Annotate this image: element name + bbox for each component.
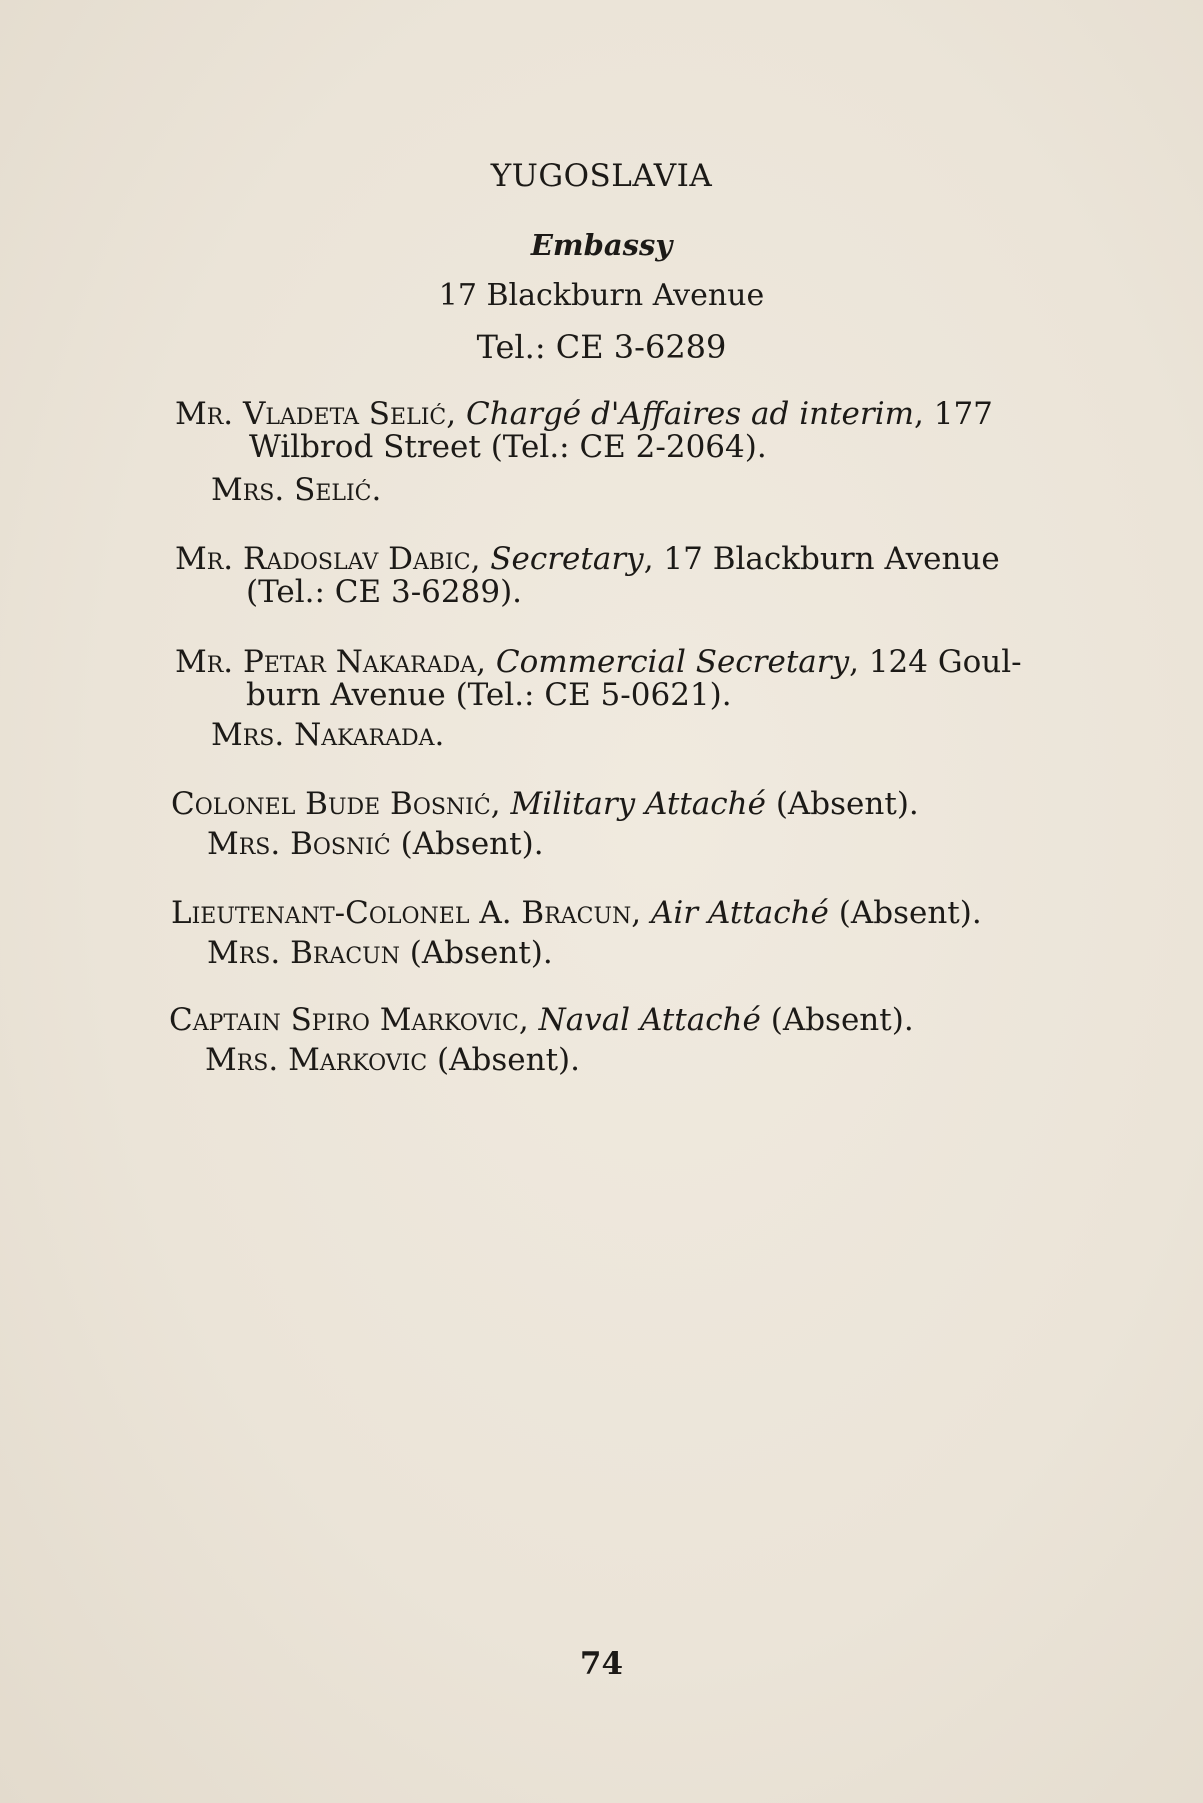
person-address: Wilbrod Street (Tel.: CE 2-2064).	[249, 429, 767, 465]
entry-military-attache: Colonel Bude Bosnić, Military Attaché (Absent).	[171, 786, 919, 822]
country-heading: YUGOSLAVIA	[490, 158, 713, 194]
mission-type: Embassy	[530, 228, 673, 262]
person-title: Secretary	[490, 541, 644, 577]
person-name: Mr. Radoslav Dabic	[175, 541, 471, 577]
entry-air-attache: Lieutenant-Colonel A. Bracun, Air Attaché (Absent).	[171, 895, 982, 931]
entry-charge-daffaires: Mr. Vladeta Selić, Chargé d'Affaires ad interim, 177 Wilbrod Street (Tel.: CE 2-2064).	[175, 398, 1080, 464]
person-title: Commercial Secretary	[495, 644, 850, 680]
entry-commercial-secretary: Mr. Petar Nakarada, Commercial Secretary, 124 Goul- burn Avenue (Tel.: CE 5-0621).	[175, 646, 1080, 712]
person-detail: (Absent).	[760, 1002, 914, 1038]
person-name: Mr. Vladeta Selić	[175, 396, 447, 432]
person-address: burn Avenue (Tel.: CE 5-0621).	[246, 677, 732, 713]
spouse-line	[207, 826, 544, 862]
spouse-status: (Absent).	[390, 826, 544, 862]
spouse-line	[207, 935, 553, 971]
spouse-name: Mrs. Bosnić	[207, 826, 391, 862]
spouse-line	[205, 1042, 580, 1078]
person-title: Chargé d'Affaires ad interim	[465, 396, 915, 432]
person-title: Military Attaché	[510, 786, 766, 822]
spouse-status: (Absent).	[427, 1042, 580, 1078]
person-address: (Tel.: CE 3-6289).	[246, 574, 523, 610]
page-number: 74	[579, 1646, 624, 1682]
person-detail: (Absent).	[828, 895, 982, 931]
spouse-name: Mrs. Bracun	[207, 935, 400, 971]
entry-secretary: Mr. Radoslav Dabic, Secretary, 17 Blackburn Avenue (Tel.: CE 3-6289).	[175, 543, 1085, 609]
person-detail: , 17 Blackburn Avenue	[643, 541, 1000, 577]
person-detail: (Absent).	[765, 786, 919, 822]
embassy-telephone: Tel.: CE 3-6289	[476, 328, 727, 366]
spouse-name: Mrs. Nakarada.	[211, 717, 445, 753]
embassy-address: 17 Blackburn Avenue	[438, 278, 765, 313]
person-title: Air Attaché	[651, 895, 829, 931]
spouse-name: Mrs. Selić.	[211, 472, 382, 508]
person-title: Naval Attaché	[538, 1002, 761, 1038]
person-detail: , 177	[914, 396, 993, 432]
person-name: Mr. Petar Nakarada	[175, 644, 477, 680]
entry-naval-attache: Captain Spiro Markovic, Naval Attaché (Absent).	[169, 1002, 914, 1038]
person-detail: , 124 Goul-	[849, 644, 1022, 680]
spouse-status: (Absent).	[399, 935, 553, 971]
person-name: Lieutenant-Colonel A. Bracun	[171, 895, 632, 931]
person-name: Captain Spiro Markovic	[169, 1002, 519, 1038]
spouse-name: Mrs. Markovic	[205, 1042, 428, 1078]
person-name: Colonel Bude Bosnić	[171, 786, 491, 822]
